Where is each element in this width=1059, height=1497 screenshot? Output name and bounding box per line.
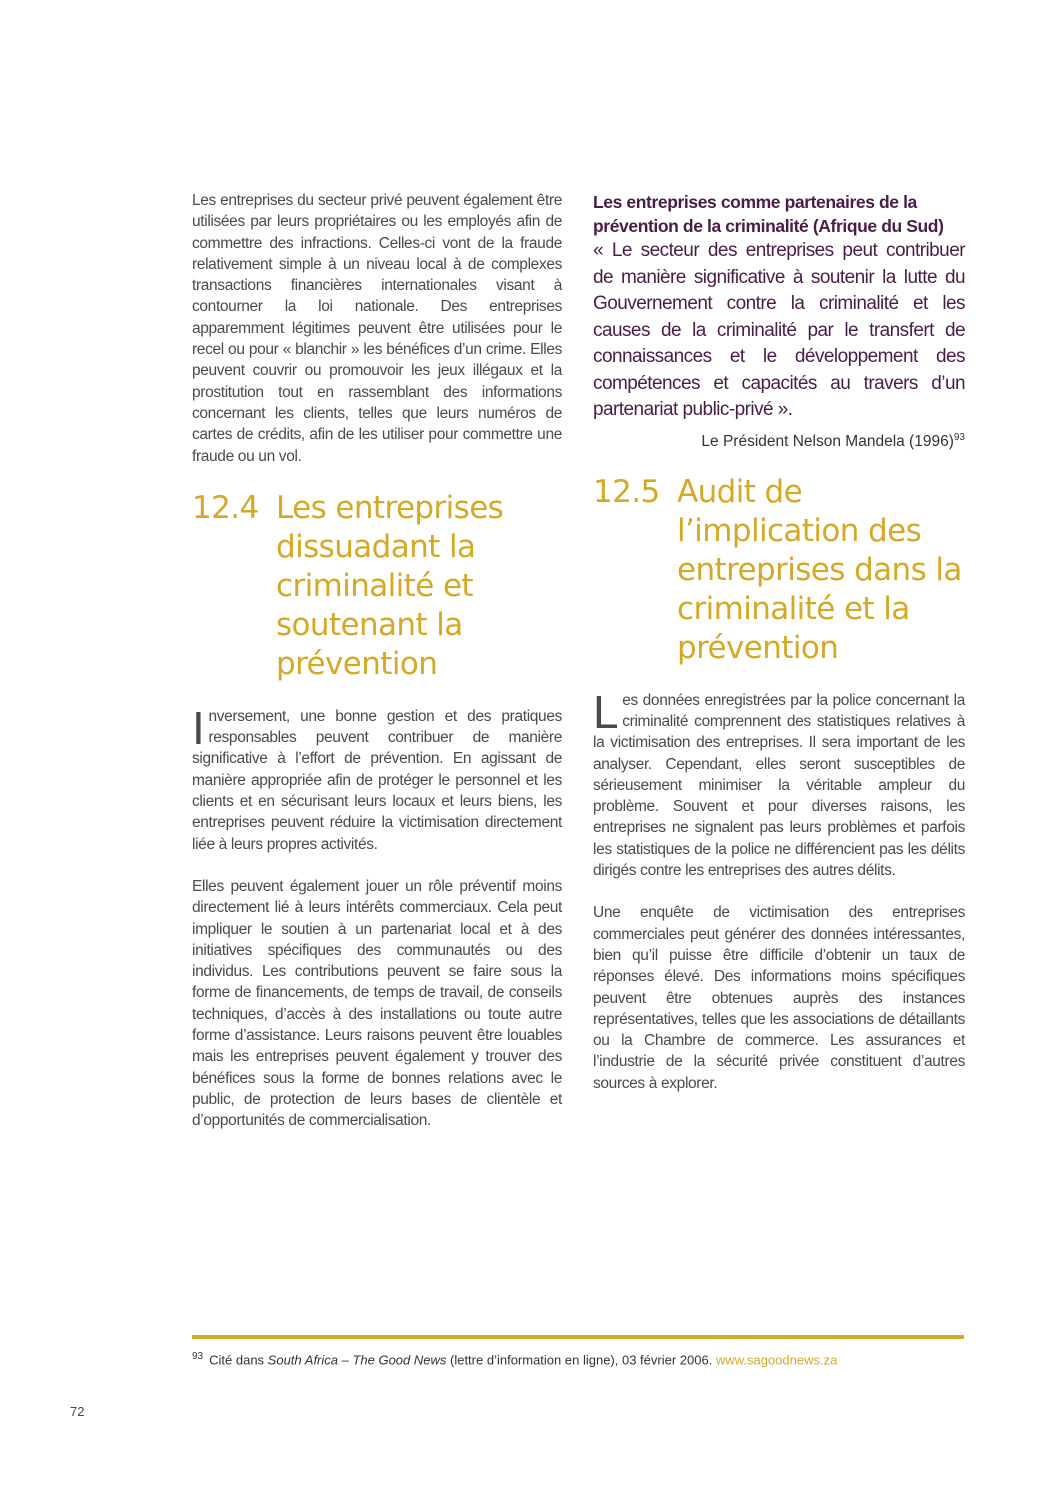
footnote-suffix: (lettre d’information en ligne), 03 février 2006. bbox=[446, 1352, 716, 1368]
paragraph-text: nversement, une bonne gestion et des pratiques responsables peuvent contribuer de manière significative à l’effort de prévention. En agissant de manière appropriée afin de protéger le personnel et les clients et en sécurisant leurs locaux et leurs biens, les entreprises peuvent réduire la victimisation directement liée à leurs propres activités. bbox=[192, 707, 562, 853]
section-heading-12-5 bbox=[593, 473, 965, 668]
footnote-source-title: South Africa – The Good News bbox=[267, 1352, 447, 1368]
quote-box bbox=[593, 190, 965, 451]
paragraph-text: es données enregistrées par la police concernant la criminalité comprennent des statistiques relatives à la victimisation des entreprises. Il sera important de les analyser. Cependant, elles seront susceptibles de sérieusement minimiser la véritable ampleur du problème. Souvent et pour diverses raisons, les entreprises ne signalent pas leurs problèmes et parfois les statistiques de la police ne différencient pas les délits dirigés contre les entreprises des autres délits. bbox=[593, 691, 965, 880]
section-title: Les entreprises dissuadant la criminalité et soutenant la prévention bbox=[276, 489, 504, 682]
author-name: Le Président Nelson Mandela (1996) bbox=[701, 432, 954, 450]
drop-cap: L bbox=[593, 685, 619, 738]
quote-author bbox=[593, 432, 965, 451]
page-number: 72 bbox=[70, 1404, 85, 1419]
paragraph: Elles peuvent également jouer un rôle préventif moins directement lié à leurs intérêts commerciaux. Cela peut impliquer le soutien à un partenariat local et à des initiatives spécifiques des communautés ou des individus. Les contributions peuvent se faire sous la forme de financements, de temps de travail, de conseils techniques, d’accès à des installations ou toute autre forme d’assistance. Leurs raisons peuvent être louables mais les entreprises peuvent également y trouver des bénéfices sous la forme de bonnes relations avec le public, de protection de leurs bases de clientèle et d’opportunités de commercialisation. bbox=[192, 877, 562, 1130]
right-column bbox=[593, 190, 965, 1094]
footnote-number: 93 bbox=[192, 1351, 204, 1362]
footnote-prefix: Cité dans bbox=[209, 1352, 268, 1368]
paragraph bbox=[192, 701, 562, 855]
section-number: 12.4 bbox=[192, 489, 259, 526]
section-heading-12-4 bbox=[192, 489, 562, 684]
footnote-divider bbox=[192, 1335, 964, 1339]
footnote bbox=[192, 1351, 837, 1367]
footnote-link[interactable]: www.sagoodnews.za bbox=[715, 1352, 838, 1368]
section-title: Audit de l’implication des entreprises dans la criminalité et la prévention bbox=[677, 473, 962, 666]
footnote-ref: 93 bbox=[953, 431, 965, 443]
drop-cap: I bbox=[192, 701, 205, 754]
section-number: 12.5 bbox=[593, 473, 660, 510]
left-column bbox=[192, 190, 562, 1132]
intro-paragraph: Les entreprises du secteur privé peuvent également être utilisées par leurs propriétaires ou les employés afin de commettre des infractions. Celles-ci vont de la fraude relativement simple à un niveau local à de complexes transactions financières internationales visant à contourner la loi nationale. Des entreprises apparemment légitimes peuvent être utilisées pour le recel ou pour « blanchir » les bénéfices d’un crime. Elles peuvent couvrir ou promouvoir les jeux illégaux et la prostitution tout en rassemblant des informations concernant les clients, telles que leurs numéros de cartes de crédits, afin de les utiliser pour commettre une fraude ou un vol. bbox=[192, 192, 562, 465]
paragraph bbox=[593, 685, 965, 882]
quote-box-title: Les entreprises comme partenaires de la prévention de la criminalité (Afrique du Sud) bbox=[593, 192, 944, 236]
quote-text: « Le secteur des entreprises peut contribuer de manière significative à soutenir la lutte du Gouvernement contre la criminalité et les causes de la criminalité par le transfert de connaissances et le développement des compétences et capacités au travers d’un partenariat public-privé ». bbox=[593, 240, 965, 420]
paragraph: Une enquête de victimisation des entreprises commerciales peut générer des données intéressantes, bien qu’il puisse être difficile d’obtenir un taux de réponses élevé. Des informations moins spécifiques peuvent être obtenues auprès des instances représentatives, telles que les associations de détaillants ou la Chambre de commerce. Les assurances et l’industrie de la sécurité privée constituent d’autres sources à explorer. bbox=[593, 904, 965, 1092]
